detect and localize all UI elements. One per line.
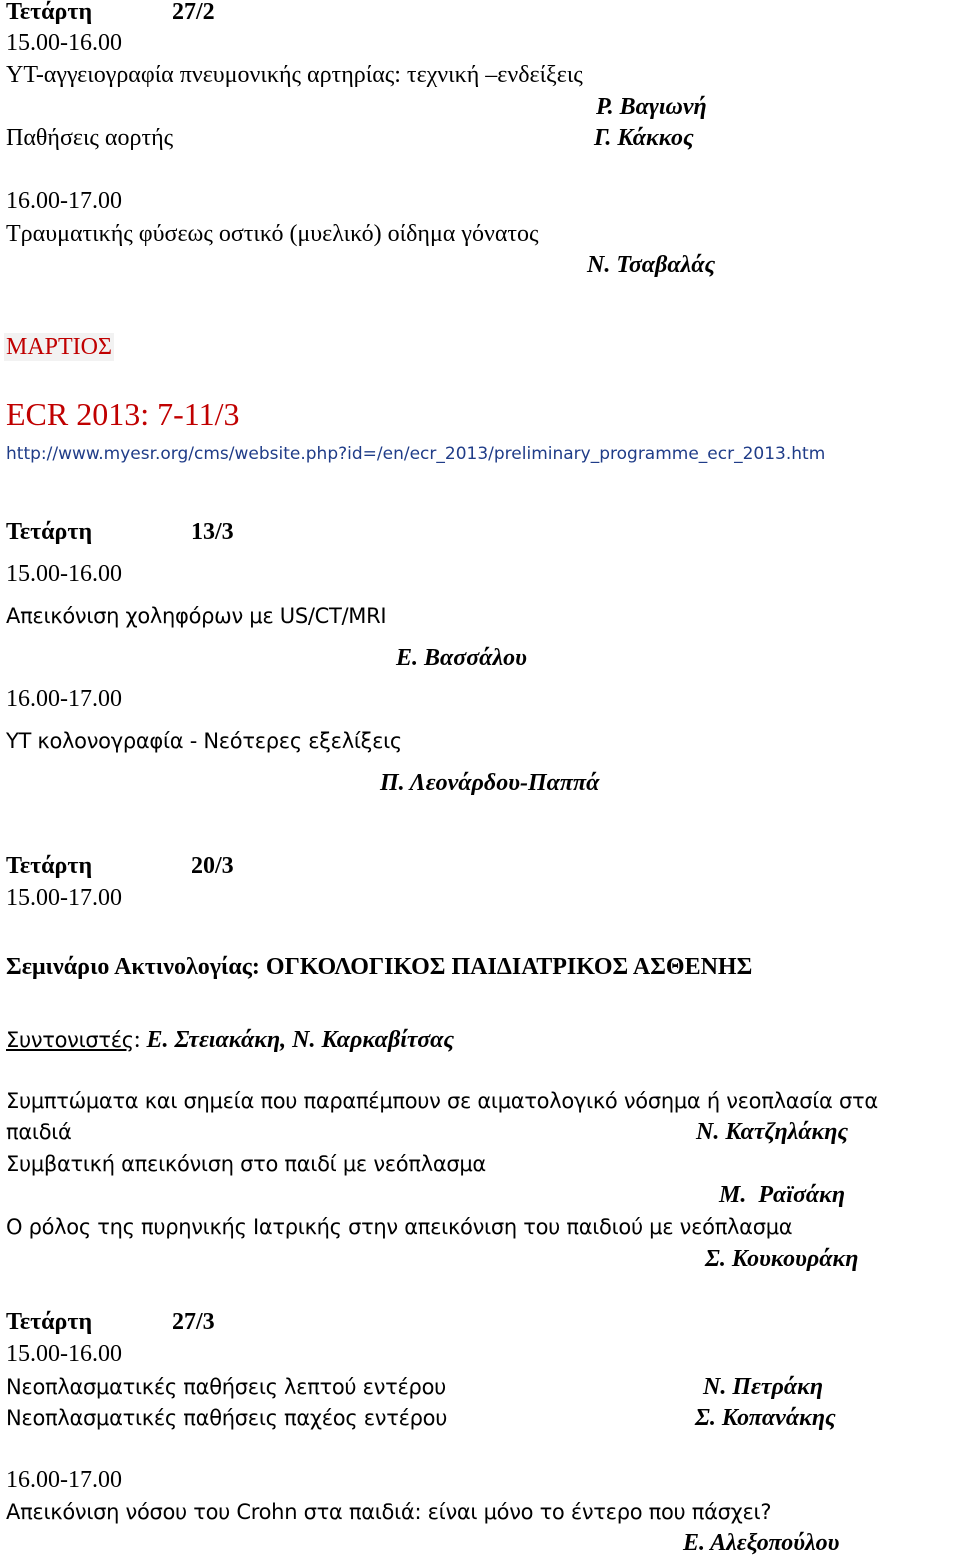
speaker-name: Ε. Βασσάλου: [396, 645, 527, 671]
time-slot: 15.00-16.00: [6, 1341, 122, 1367]
time-slot: 15.00-17.00: [6, 885, 122, 911]
coordinators-label: Συντονιστές: [6, 1028, 134, 1052]
date-label: 27/2: [172, 0, 215, 25]
date-label: 13/3: [191, 519, 234, 545]
speaker-name: Ν. Τσαβαλάς: [587, 252, 716, 278]
lecture-topic: Νεοπλασματικές παθήσεις παχέος εντέρου: [6, 1406, 448, 1430]
coordinators-colon: :: [133, 1027, 141, 1053]
day-label: Τετάρτη: [6, 1309, 93, 1335]
coordinators-names: Ε. Στειακάκη, Ν. Καρκαβίτσας: [146, 1027, 455, 1053]
speaker-name: Π. Λεονάρδου-Παππά: [380, 770, 600, 796]
day-label: Τετάρτη: [6, 0, 93, 25]
lecture-topic: Απεικόνιση χοληφόρων με US/CT/MRI: [6, 604, 387, 628]
time-slot: 16.00-17.00: [6, 188, 122, 214]
day-label: Τετάρτη: [6, 519, 93, 545]
speaker-name: Σ. Κουκουράκη: [705, 1246, 859, 1272]
seminar-title: Σεμινάριο Ακτινολογίας: ΟΓΚΟΛΟΓΙΚΟΣ ΠΑΙΔΙΑΤΡΙΚΟΣ ΑΣΘΕΝΗΣ: [6, 954, 753, 980]
speaker-name: Σ. Κοπανάκης: [695, 1405, 836, 1431]
time-slot: 16.00-17.00: [6, 686, 122, 712]
lecture-topic: Συμπτώματα και σημεία που παραπέμπουν σε αιματολογικό νόσημα ή νεοπλασία στα: [6, 1089, 878, 1113]
speaker-name: Ρ. Βαγιωνή: [596, 94, 707, 120]
speaker-name: Γ. Κάκκος: [594, 125, 694, 151]
lecture-topic: Ο ρόλος της πυρηνικής Ιατρικής στην απεικόνιση του παιδιού με νεόπλασμα: [6, 1215, 793, 1239]
congress-link[interactable]: http://www.myesr.org/cms/website.php?id=/en/ecr_2013/preliminary_programme_ecr_2013.htm: [6, 444, 826, 464]
lecture-topic-continued: παιδιά: [6, 1120, 72, 1144]
month-heading: ΜΑΡΤΙΟΣ: [6, 334, 112, 360]
lecture-topic: ΥΤ κολονογραφία - Νεότερες εξελίξεις: [6, 729, 402, 753]
lecture-topic: Νεοπλασματικές παθήσεις λεπτού εντέρου: [6, 1375, 446, 1399]
coordinators-line: [6, 1026, 454, 1054]
lecture-topic: Τραυματικής φύσεως οστικό (μυελικό) οίδημα γόνατος: [6, 221, 539, 247]
time-slot: 15.00-16.00: [6, 561, 122, 587]
time-slot: 15.00-16.00: [6, 30, 122, 56]
speaker-name: Ν. Κατζηλάκης: [696, 1119, 849, 1145]
date-label: 20/3: [191, 853, 234, 879]
date-label: 27/3: [172, 1309, 215, 1335]
lecture-topic: ΥΤ-αγγειογραφία πνευμονικής αρτηρίας: τεχνική –ενδείξεις: [6, 62, 583, 88]
lecture-topic: Παθήσεις αορτής: [6, 125, 174, 151]
day-label: Τετάρτη: [6, 853, 93, 879]
time-slot: 16.00-17.00: [6, 1467, 122, 1493]
speaker-name: Μ. Ραϊσάκη: [719, 1182, 846, 1208]
lecture-topic: Απεικόνιση νόσου του Crohn στα παιδιά: είναι μόνο το έντερο που πάσχει?: [6, 1500, 772, 1524]
lecture-topic: Συμβατική απεικόνιση στο παιδί με νεόπλασμα: [6, 1152, 486, 1176]
speaker-name: Ε. Αλεξοπούλου: [683, 1530, 840, 1556]
speaker-name: Ν. Πετράκη: [703, 1374, 824, 1400]
congress-title: ECR 2013: 7-11/3: [6, 396, 240, 432]
